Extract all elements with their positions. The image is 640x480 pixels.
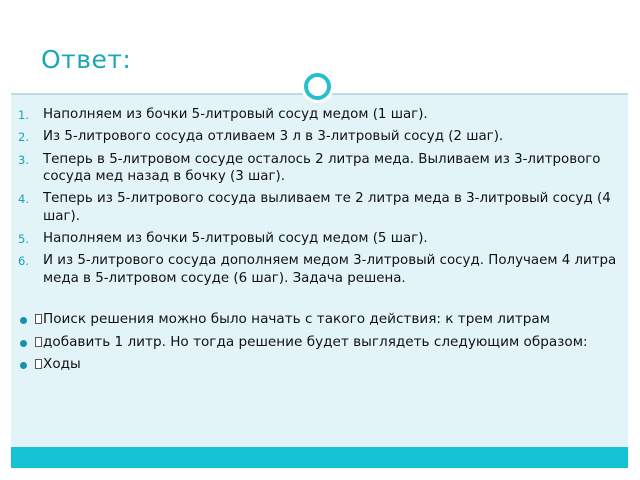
circle-ring: [304, 73, 331, 100]
missing-glyph-icon: [35, 337, 42, 347]
list-item-text: И из 5-литрового сосуда дополняем медом 3-литровый сосуд. Получаем 4 литра меда в 5-литровом сосуде (6 шаг). Задача решена.: [43, 253, 617, 286]
bullet-dot-icon: [20, 317, 27, 324]
list-number: 1.: [18, 108, 29, 122]
list-number: 5.: [18, 232, 29, 247]
list-item: [18, 230, 618, 248]
list-item: [18, 106, 618, 124]
circle-ornament-icon: [301, 70, 334, 103]
bullet-item-text: Поиск решения можно было начать с такого действия: к трем литрам: [43, 311, 550, 328]
bullet-item-text: добавить 1 литр. Но тогда решение будет выглядеть следующим образом:: [43, 333, 588, 350]
list-item: [18, 151, 618, 186]
list-number: 4.: [18, 192, 29, 207]
list-item: [18, 128, 618, 146]
slide-content: [18, 106, 618, 378]
spacer: [18, 292, 618, 311]
notes-list: [18, 311, 618, 373]
list-item-text: Теперь в 5-литровом сосуде осталось 2 литра меда. Выливаем из 3-литрового сосуда мед назад в бочку (3 шаг).: [43, 151, 601, 185]
bullet-dot-icon: [20, 362, 27, 369]
bullet-item-text: Ходы: [43, 355, 81, 372]
bullet-item: [18, 356, 618, 374]
list-item-text: Из 5-литрового сосуда отливаем 3 л в 3-литровый сосуд (2 шаг).: [43, 129, 504, 145]
list-number: 3.: [18, 152, 29, 167]
bullet-item: [18, 311, 618, 329]
missing-glyph-icon: [35, 314, 42, 324]
bottom-band: [11, 447, 628, 468]
steps-list: [18, 106, 618, 287]
bullet-item: [18, 334, 618, 352]
list-item-text: Наполняем из бочки 5-литровый сосуд медом (5 шаг).: [43, 231, 428, 247]
list-number: 2.: [18, 130, 29, 145]
list-item-text: Теперь из 5-литрового сосуда выливаем те 2 литра меда в 3-литровый сосуд (4 шаг).: [43, 191, 611, 224]
list-number: 6.: [18, 254, 29, 269]
list-item: [18, 190, 618, 225]
list-item: [18, 252, 618, 287]
missing-glyph-icon: [35, 359, 42, 369]
list-item-text: Наполняем из бочки 5-литровый сосуд медом (1 шаг).: [43, 107, 428, 122]
slide-title: Ответ:: [41, 45, 132, 74]
bullet-dot-icon: [20, 340, 27, 347]
